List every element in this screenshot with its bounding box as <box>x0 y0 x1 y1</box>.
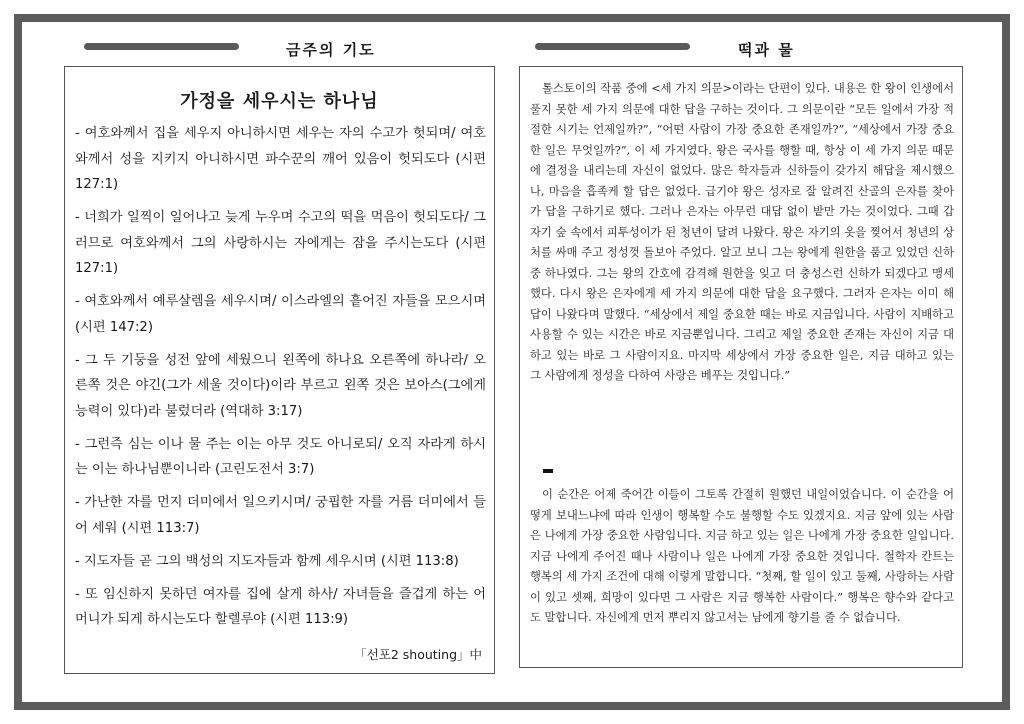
essay-paragraph-1: 톨스토이의 작품 중에 <세 가지 의문>이라는 단편이 있다. 내용은 한 왕이 인생에서 풀지 못한 세 가지 의문에 대한 답을 구하는 것이다. 그 의문이란 “모든 일에서 가장 적절한 시기는 언제일까?”, “어떤 사람이 가장 중요한 존재일까?”, “세상에서 가장 중요한 일은 무엇일까?”, 이 세 가지였다. 왕은 국사를 행할 때, 항상 이 세 가지 의문 때문에 결정을 내리는데 자신이 없었다. 많은 학자들과 신하들이 갖가지 해답을 제시했으나, 마음을 흡족케 할 답은 없었다. 급기야 왕은 성자로 잘 알려진 산골의 은자를 찾아가 답을 구하기로 했다. 그러나 은자는 아무런 대답 없이 밭만 가는 것이었다. 그때 갑자기 숲 속에서 피투성이가 된 청년이 달려 나왔다. 왕은 자기의 옷을 찢어서 청년의 상처를 싸매 주고 정성껏 돌보아 주었다. 알고 보니 그는 왕에게 원한을 품고 있었던 신하 중 하나였다. 그는 왕의 간호에 감격해 원한을 잊고 더 충성스런 신하가 되겠다고 맹세했다. 다시 왕은 은자에게 세 가지 의문에 대한 답을 요구했다. 그러자 은자는 이미 해답이 나왔다며 말했다. “세상에서 제일 중요한 때는 바로 지금입니다. 사람이 지배하고 사용할 수 있는 시간은 바로 지금뿐입니다. 그리고 제일 중요한 존재는 자신이 지금 대하고 있는 바로 그 사람이지요. 마지막 세상에서 가장 중요한 일은, 지금 대하고 있는 그 사람에게 정성을 다하여 사랑은 베푸는 것입니다.” <box>530 82 954 382</box>
essay-box <box>519 66 963 668</box>
verse-item: - 여호와께서 예루살렘을 세우시며/ 이스라엘의 흩어진 자들을 모으시며 (시편 147:2) <box>75 294 486 335</box>
section-bullet-icon <box>543 469 553 473</box>
right-header-title: 떡과 물 <box>738 41 795 59</box>
verse-item: - 지도자들 곧 그의 백성의 지도자들과 함께 세우시며 (시편 113:8) <box>75 553 459 569</box>
verse-list <box>75 121 486 640</box>
left-header-bar <box>84 43 239 50</box>
verse-item: - 가난한 자를 먼지 더미에서 일으키시며/ 궁핍한 자를 거름 더미에서 들어 세워 (시편 113:7) <box>75 495 486 536</box>
verse-item: - 여호와께서 집을 세우지 아니하시면 세우는 자의 수고가 헛되며/ 여호와께서 성을 지키지 아니하시면 파수꾼의 깨어 있음이 헛되도다 (시편 127:1) <box>75 126 486 192</box>
right-header-bar <box>535 43 690 50</box>
verse-item: - 너희가 일찍이 일어나고 늦게 누우며 수고의 떡을 먹음이 헛되도다/ 그러므로 여호와께서 그의 사랑하시는 자에게는 잠을 주시는도다 (시편 127:1) <box>75 210 486 276</box>
prayer-box <box>64 66 495 674</box>
left-header-title: 금주의 기도 <box>286 41 376 59</box>
verse-item: - 또 임신하지 못하던 여자를 집에 살게 하사/ 자녀들을 즐겁게 하는 어머니가 되게 하시는도다 할렐루야 (시편 113:9) <box>75 586 486 627</box>
source-citation: 「선포2 shouting」中 <box>354 647 482 662</box>
prayer-title: 가정을 세우시는 하나님 <box>180 91 379 112</box>
verse-item: - 그런즉 심는 이나 물 주는 이는 아무 것도 아니로되/ 오직 자라게 하시는 이는 하나님뿐이니라 (고린도전서 3:7) <box>75 436 486 477</box>
verse-item: - 그 두 기둥을 성전 앞에 세웠으니 왼쪽에 하나요 오른쪽에 하나라/ 오른쪽 것은 야긴(그가 세울 것이다)이라 부르고 왼쪽 것은 보아스(그에게 능력이 있다)라 불렀더라 (역대하 3:17) <box>75 352 486 419</box>
essay-paragraph-2: 이 순간은 어제 죽어간 이들이 그토록 간절히 원했던 내일이었습니다. 이 순간을 어떻게 보내느냐에 따라 인생이 행복할 수도 불행할 수도 있겠지요. 지금 앞에 있는 사람은 나에게 가장 중요한 사람입니다. 지금 하고 있는 일은 나에게 가장 중요한 일입니다. 지금 나에게 주어진 때나 사람이나 일은 나에게 가장 중요한 것입니다. 철학자 칸트는 행복의 세 가지 조건에 대해 이렇게 말합니다. “첫째, 할 일이 있고 둘째, 사랑하는 사람이 있고 셋째, 희망이 있다면 그 사람은 지금 행복한 사람이다.” 행복은 향수와 같다고도 말합니다. 자신에게 먼저 뿌리지 않고서는 남에게 향기를 줄 수 없습니다. <box>530 488 954 624</box>
